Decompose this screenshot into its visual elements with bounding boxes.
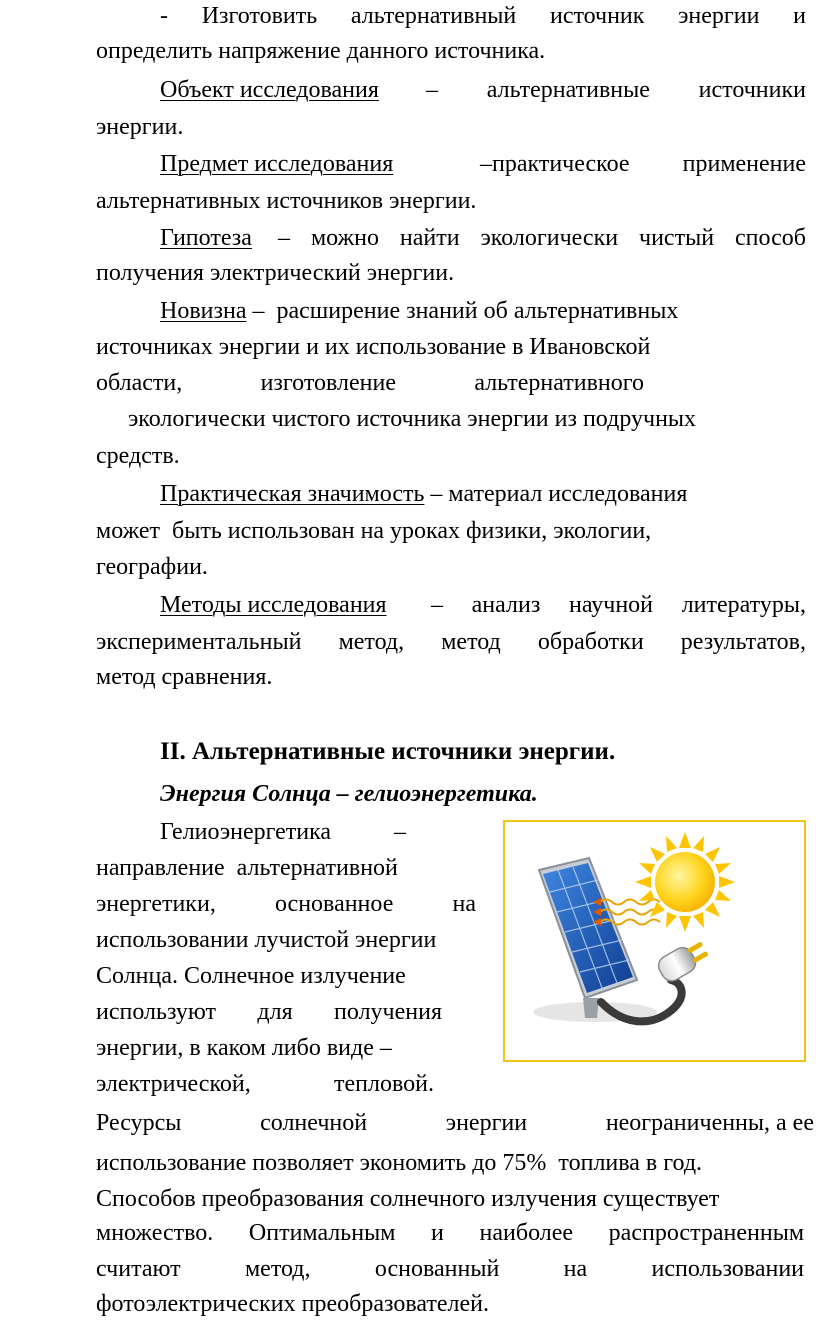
word: альтернативные [486, 77, 650, 103]
word: Оптимальным [248, 1220, 396, 1246]
solar-line-14: фотоэлектрических преобразователей. [96, 1291, 489, 1317]
significance-line-1 [160, 480, 687, 508]
novelty-line-1 [160, 297, 678, 325]
word: основанный [374, 1256, 500, 1282]
word: применение [682, 151, 806, 177]
methods-line-3: метод сравнения. [96, 664, 273, 690]
word: результатов, [680, 629, 806, 655]
word: для [257, 999, 293, 1025]
word: обработки [537, 629, 644, 655]
novelty-line-5: средств. [96, 443, 180, 469]
solar-illustration [503, 820, 806, 1062]
significance-rest: – материал исследования [424, 481, 688, 507]
novelty-line-4: экологически чистого источника энергии из подручных [128, 406, 697, 432]
solar-line-12 [96, 1219, 804, 1247]
word: метод [441, 629, 501, 655]
object-line-1 [160, 76, 806, 104]
word: – [426, 77, 438, 103]
novelty-line-3 [96, 369, 644, 397]
word: – [278, 225, 290, 251]
word: основанное [274, 891, 394, 917]
object-line-2: энергии. [96, 114, 184, 140]
methods-line-1 [160, 591, 806, 619]
solar-line-3 [96, 890, 476, 918]
significance-term: Практическая значимость [160, 481, 425, 507]
section-heading: II. Альтернативные источники энергии. [160, 738, 616, 765]
subject-line-2: альтернативных источников энергии. [96, 188, 477, 214]
solar-line-5: Солнца. Солнечное излучение [96, 963, 406, 989]
methods-line-2 [96, 628, 806, 656]
word: электрической, [96, 1071, 251, 1097]
solar-line-2: направление альтернативной [96, 855, 398, 881]
solar-line-6 [96, 998, 442, 1026]
word: Изготовить [201, 3, 318, 29]
word: Гелиоэнергетика [160, 819, 332, 845]
word: – [394, 819, 406, 845]
word: альтернативный [350, 3, 517, 29]
word: литературы, [681, 592, 806, 618]
word: множество. [96, 1220, 214, 1246]
word: наиболее [479, 1220, 574, 1246]
solar-line-4: использовании лучистой энергии [96, 927, 437, 953]
word: экологически [480, 225, 619, 251]
solar-line-1 [160, 818, 406, 846]
significance-line-3: географии. [96, 554, 208, 580]
word: научной [568, 592, 654, 618]
word: источники [698, 77, 806, 103]
solar-line-11: Способов преобразования солнечного излучения существует [96, 1186, 720, 1212]
goal-line-2: определить напряжение данного источника. [96, 38, 546, 64]
novelty-term: Новизна [160, 298, 247, 324]
word: на [452, 891, 476, 917]
word: неограниченны, а ее [605, 1110, 814, 1136]
novelty-line-2: источниках энергии и их использование в Ивановской [96, 334, 651, 360]
object-term: Объект исследования [160, 77, 379, 103]
solar-line-8 [96, 1070, 434, 1098]
word: найти [399, 225, 460, 251]
methods-term: Методы исследования [160, 592, 387, 618]
word: источник [549, 3, 645, 29]
hypothesis-line-1 [160, 224, 806, 252]
word: на [563, 1256, 588, 1282]
hypothesis-rest [278, 224, 806, 252]
word: области, [96, 370, 183, 396]
word: получения [334, 999, 442, 1025]
word: энергетики, [96, 891, 216, 917]
word: экспериментальный [96, 629, 302, 655]
methods-rest [431, 591, 806, 619]
word: использовании [651, 1256, 804, 1282]
word: можно [310, 225, 379, 251]
word: – [431, 592, 443, 618]
word: используют [96, 999, 217, 1025]
solar-panel-sun-plug-icon [505, 822, 804, 1060]
section-subheading: Энергия Солнца – гелиоэнергетика. [160, 781, 538, 807]
word: считают [96, 1256, 181, 1282]
word: распространенным [608, 1220, 804, 1246]
solar-line-13 [96, 1255, 804, 1283]
solar-line-9 [96, 1109, 814, 1137]
word: солнечной [260, 1110, 368, 1136]
word: - [160, 3, 168, 29]
word: тепловой. [334, 1071, 434, 1097]
subject-line-1 [160, 150, 806, 178]
object-rest [426, 76, 806, 104]
word: альтернативного [474, 370, 644, 396]
word: энергии [445, 1110, 528, 1136]
word: и [431, 1220, 444, 1246]
word: Ресурсы [96, 1110, 182, 1136]
word: метод, [338, 629, 405, 655]
hypothesis-term: Гипотеза [160, 225, 252, 251]
word: изготовление [260, 370, 396, 396]
hypothesis-line-2: получения электрический энергии. [96, 260, 455, 286]
word: способ [734, 225, 806, 251]
word: –практическое [480, 151, 630, 177]
subject-term: Предмет исследования [160, 151, 394, 177]
novelty-rest: – расширение знаний об альтернативных [246, 298, 679, 324]
significance-line-2: может быть использован на уроках физики, экологии, [96, 518, 652, 544]
word: энергии [678, 3, 760, 29]
solar-line-10: использование позволяет экономить до 75% топлива в год. [96, 1150, 703, 1176]
word: метод, [244, 1256, 311, 1282]
goal-line-1 [160, 2, 806, 30]
subject-rest [480, 150, 806, 178]
solar-line-7: энергии, в каком либо виде – [96, 1035, 392, 1061]
word: чистый [639, 225, 715, 251]
word: анализ [471, 592, 541, 618]
word: и [793, 3, 806, 29]
